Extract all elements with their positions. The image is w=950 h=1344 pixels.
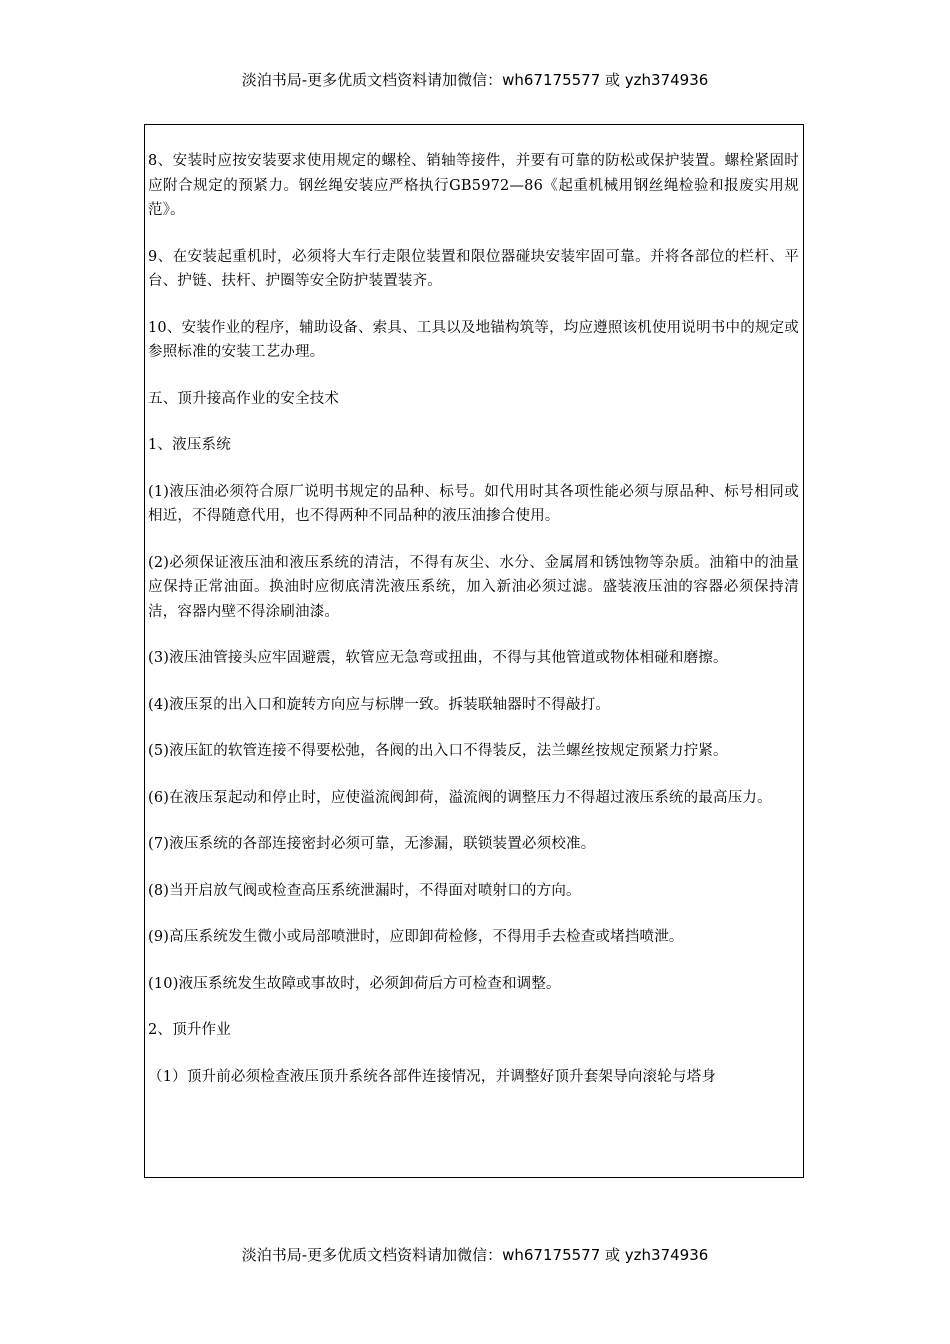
paragraph-hydraulic-6: (6)在液压泵起动和停止时，应使溢流阀卸荷，溢流阀的调整压力不得超过液压系统的最高压力。: [148, 789, 772, 806]
paragraph-hydraulic-1: (1)液压油必须符合原厂说明书规定的品种、标号。如代用时其各项性能必须与原品种、标号相同或相近，不得随意代用，也不得两种不同品种的液压油掺合使用。: [148, 483, 799, 524]
subsection-heading-jacking-operation: 2、顶升作业: [148, 1022, 231, 1038]
document-content: [145, 125, 803, 1089]
paragraph-install-bolts: 8、安装时应按安装要求使用规定的螺栓、销轴等接件，并要有可靠的防松或保护装置。螺栓紧固时应附合规定的预紧力。钢丝绳安装应严格执行GB5972—86《起重机械用钢丝绳检验和报废实用规范》。: [148, 153, 799, 218]
subsection-heading-hydraulic: 1、液压系统: [148, 437, 231, 453]
paragraph-limit-devices: 9、在安装起重机时，必须将大车行走限位装置和限位器碰块安装牢固可靠。并将各部位的栏杆、平台、护链、扶杆、护圈等安全防护装置装齐。: [148, 248, 799, 289]
paragraph-hydraulic-9: (9)高压系统发生微小或局部喷泄时，应即卸荷检修，不得用手去检查或堵挡喷泄。: [148, 929, 684, 945]
paragraph-hydraulic-4: (4)液压泵的出入口和旋转方向应与标牌一致。拆装联轴器时不得敲打。: [148, 696, 611, 713]
paragraph-hydraulic-10: (10)液压系统发生故障或事故时，必须卸荷后方可检查和调整。: [148, 975, 561, 992]
paragraph-hydraulic-7: (7)液压系统的各部连接密封必须可靠，无渗漏，联锁装置必须校准。: [148, 836, 596, 852]
paragraph-hydraulic-8: (8)当开启放气阀或检查高压系统泄漏时，不得面对喷射口的方向。: [148, 882, 581, 899]
paragraph-hydraulic-3: (3)液压油管接头应牢固避震，软管应无急弯或扭曲，不得与其他管道或物体相碰和磨擦。: [148, 650, 728, 666]
paragraph-jacking-1: （1）顶升前必须检查液压顶升系统各部件连接情况，并调整好顶升套架导向滚轮与塔身: [148, 1068, 717, 1085]
section-heading-jacking: 五、顶升接高作业的安全技术: [148, 390, 340, 407]
footer-banner: 淡泊书局-更多优质文档资料请加微信：wh67175577 或 yzh374936: [241, 1246, 709, 1264]
paragraph-install-procedure: 10、安装作业的程序，辅助设备、索具、工具以及地锚构筑等，均应遵照该机使用说明书中的规定或参照标准的安装工艺办理。: [148, 319, 799, 360]
paragraph-hydraulic-2: (2)必须保证液压油和液压系统的清洁，不得有灰尘、水分、金属屑和锈蚀物等杂质。油箱中的油量应保持正常油面。换油时应彻底清洗液压系统，加入新油必须过滤。盛装液压油的容器必须保持清洁，容器内壁不得涂刷油漆。: [148, 554, 799, 620]
header-banner: 淡泊书局-更多优质文档资料请加微信：wh67175577 或 yzh374936: [241, 71, 709, 89]
paragraph-hydraulic-5: (5)液压缸的软管连接不得要松弛，各阀的出入口不得装反，法兰螺丝按规定预紧力拧紧。: [148, 743, 728, 759]
document-frame: [144, 124, 804, 1178]
